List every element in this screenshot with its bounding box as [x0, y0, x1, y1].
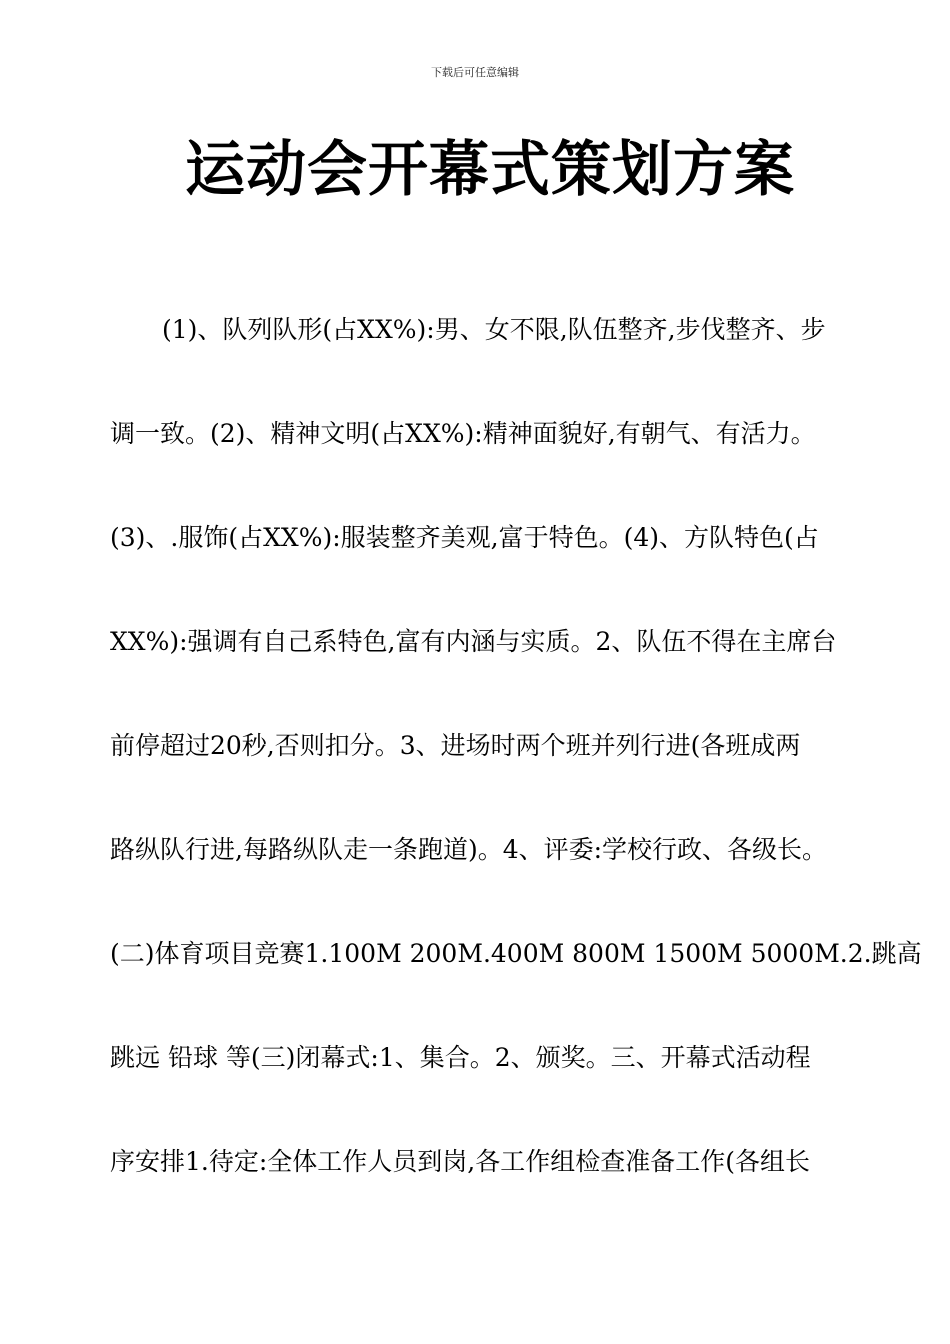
- body-line: 路纵队行进,每路纵队走一条跑道)。4、评委:学校行政、各级长。: [110, 835, 828, 864]
- body-line: 序安排1.待定:全体工作人员到岗,各工作组检查准备工作(各组长: [110, 1147, 810, 1176]
- body-line: 调一致。(2)、精神文明(占XX%):精神面貌好,有朝气、有活力。: [110, 419, 816, 448]
- body-line: 跳远 铅球 等(三)闭幕式:1、集合。2、颁奖。三、开幕式活动程: [110, 1043, 811, 1072]
- document-body: [110, 304, 922, 1240]
- body-line: 前停超过20秒,否则扣分。3、进场时两个班并列行进(各班成两: [110, 731, 801, 760]
- body-line: (3)、.服饰(占XX%):服装整齐美观,富于特色。(4)、方队特色(占: [110, 523, 819, 552]
- body-line: (1)、队列队形(占XX%):男、女不限,队伍整齐,步伐整齐、步: [162, 315, 826, 344]
- document-title: 运动会开幕式策划方案: [185, 135, 795, 205]
- header-note: 下载后可任意编辑: [431, 66, 519, 79]
- body-line: XX%):强调有自己系特色,富有内涵与实质。2、队伍不得在主席台: [110, 627, 837, 656]
- body-line: (二)体育项目竞赛1.100M 200M.400M 800M 1500M 5000M.2.跳高: [110, 939, 922, 968]
